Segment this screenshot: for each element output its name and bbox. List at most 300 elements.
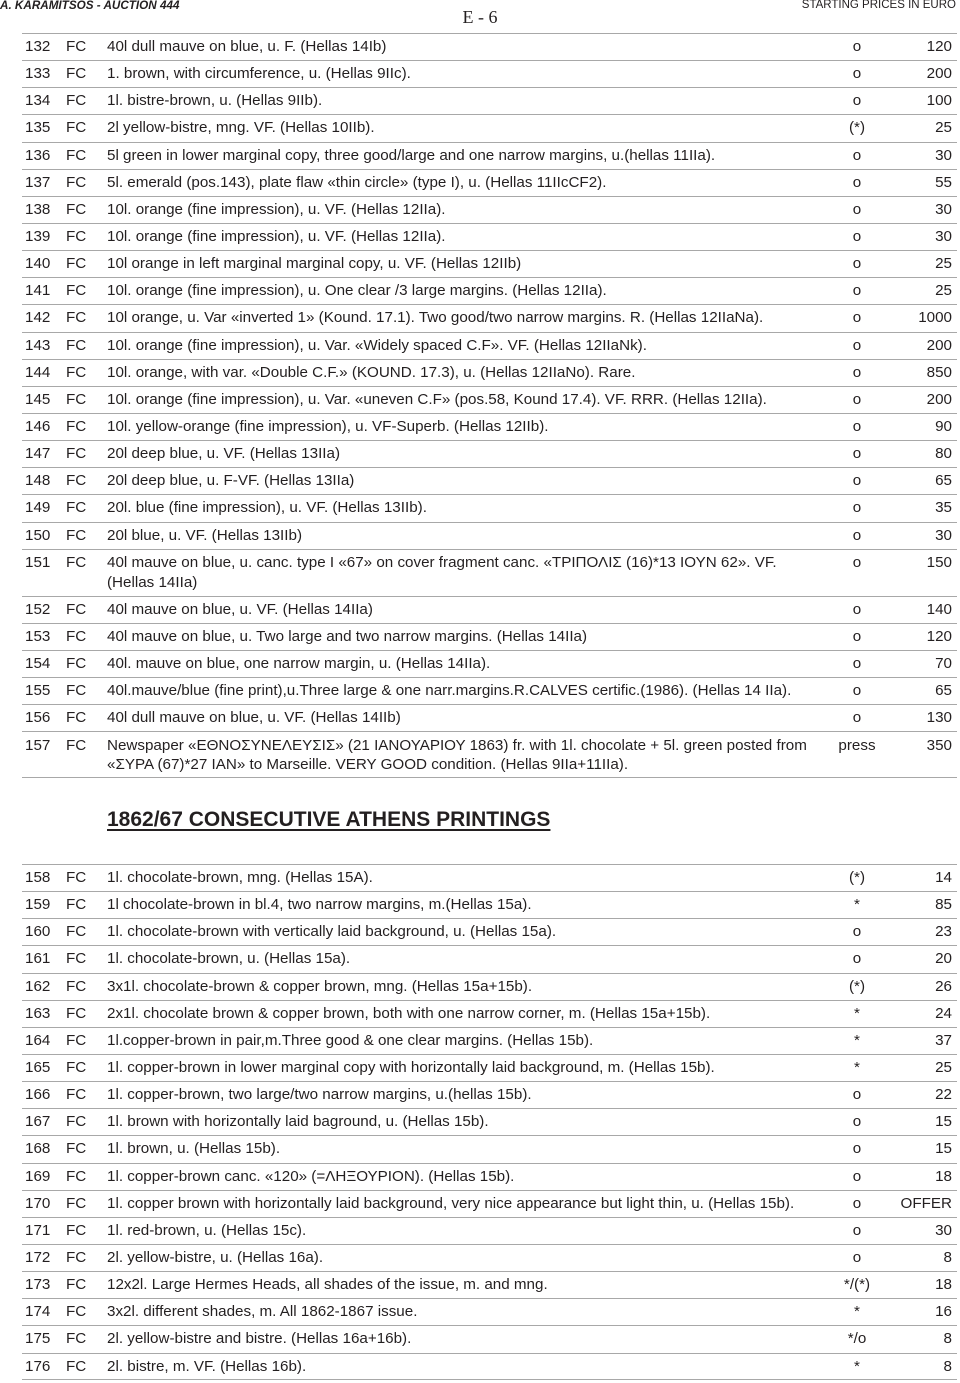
lot-number: 144 (25, 363, 51, 381)
lot-description (107, 705, 827, 731)
lot-description-line: 20l deep blue, u. F-VF. (Hellas 13IIa) (107, 472, 355, 490)
lot-row (22, 1298, 957, 1325)
lot-description (107, 360, 827, 386)
lot-category: FC (66, 92, 87, 110)
lot-condition: o (852, 282, 862, 300)
lot-price: 30 (935, 146, 952, 164)
lot-condition: o (852, 472, 862, 490)
lot-category: FC (66, 1140, 87, 1158)
lot-category: FC (66, 923, 87, 941)
lot-price: 18 (935, 1167, 952, 1185)
lot-category: FC (66, 1113, 87, 1131)
lot-category: FC (66, 1004, 87, 1022)
lot-description-line: 2l yellow-bistre, mng. VF. (Hellas 10IIb). (107, 119, 375, 137)
lot-number: 141 (25, 282, 51, 300)
lot-number: 154 (25, 654, 51, 672)
lot-row (22, 304, 957, 331)
lot-condition: o (852, 227, 862, 245)
lot-price: 30 (935, 227, 952, 245)
lot-number: 171 (25, 1221, 51, 1239)
lot-number: 159 (25, 896, 51, 914)
lot-price: 25 (935, 255, 952, 273)
lot-description (107, 1136, 827, 1162)
lot-category: FC (66, 146, 87, 164)
lot-description-line: 1l chocolate-brown in bl.4, two narrow margins, m.(Hellas 15a). (107, 896, 532, 914)
lot-row (22, 1027, 957, 1054)
lot-description-line: 40l.mauve/blue (fine print),u.Three large & one narr.margins.R.CALVES certific.(1986). (Hellas 14 IIa). (107, 682, 792, 700)
lot-description (107, 553, 827, 592)
lot-number: 176 (25, 1357, 51, 1375)
lot-condition: (*) (848, 977, 866, 995)
lot-row (22, 33, 957, 60)
lot-number: 133 (25, 65, 51, 83)
lot-price: 25 (935, 282, 952, 300)
lot-category: FC (66, 1194, 87, 1212)
lot-description-line: 1l.copper-brown in pair,m.Three good & one clear margins. (Hellas 15b). (107, 1031, 594, 1049)
lot-description-line: 5l green in lower marginal copy, three good/large and one narrow margins, u.(hellas 11IIa). (107, 146, 716, 164)
lot-description-line: 10l. orange (fine impression), u. VF. (Hellas 12IIa). (107, 227, 446, 245)
lot-price: 8 (943, 1357, 952, 1375)
lot-row (22, 1244, 957, 1271)
lot-category: FC (66, 554, 87, 572)
lot-number: 137 (25, 173, 51, 191)
lot-number: 155 (25, 682, 51, 700)
lots-table-athens-printings (22, 864, 957, 1380)
lot-price: 350 (926, 736, 952, 754)
lot-description-line: 10l. orange (fine impression), u. VF. (Hellas 12IIa). (107, 200, 446, 218)
lot-category: FC (66, 417, 87, 435)
lot-description-line: 40l dull mauve on blue, u. F. (Hellas 14Ib) (107, 38, 387, 55)
lot-description (107, 1354, 827, 1380)
lot-category: FC (66, 1058, 87, 1076)
lot-condition: * (854, 1031, 860, 1049)
lot-description (107, 61, 827, 87)
lot-description (107, 468, 827, 494)
lot-price: 20 (935, 950, 952, 968)
lot-category: FC (66, 682, 87, 700)
lot-condition: o (852, 1167, 862, 1185)
lot-description-line: 40l mauve on blue, u. canc. type I «67» on cover fragment canc. «ΤΡΙΠΟΛΙΣ (16)*13 ΙΟΥΝ 62». VF. (107, 554, 777, 572)
lot-row (22, 731, 957, 778)
lot-description (107, 441, 827, 467)
lot-row (22, 1163, 957, 1190)
lot-condition: o (852, 499, 862, 517)
lot-description (107, 919, 827, 945)
lot-number: 135 (25, 119, 51, 137)
lot-description-line: 10l orange in left marginal marginal copy, u. VF. (Hellas 12IIb) (107, 255, 522, 273)
lot-description-line: (Hellas 14IIa) (107, 573, 198, 591)
lot-price: OFFER (900, 1194, 952, 1212)
lot-number: 162 (25, 977, 51, 995)
lot-description (107, 1326, 827, 1352)
lot-condition: o (852, 65, 862, 83)
lot-description-line: 40l. mauve on blue, one narrow margin, u. (Hellas 14IIa). (107, 654, 491, 672)
lot-category: FC (66, 627, 87, 645)
lot-price: 90 (935, 417, 952, 435)
lot-description (107, 597, 827, 623)
lot-price: 70 (935, 654, 952, 672)
page-number: E - 6 (462, 7, 498, 27)
lot-number: 174 (25, 1303, 51, 1321)
lot-number: 172 (25, 1248, 51, 1266)
lot-price: 850 (926, 363, 952, 381)
lot-price: 200 (926, 336, 952, 354)
lot-price: 14 (935, 869, 952, 886)
price-currency-note: STARTING PRICES IN EURO (801, 0, 956, 11)
lot-condition: press (838, 736, 876, 754)
lot-condition: o (852, 709, 862, 727)
lot-description (107, 278, 827, 304)
lot-number: 163 (25, 1004, 51, 1022)
lot-condition: (*) (848, 119, 866, 137)
lot-price: 22 (935, 1086, 952, 1104)
lot-number: 143 (25, 336, 51, 354)
lot-description (107, 115, 827, 141)
lot-condition: o (852, 1113, 862, 1131)
lot-price: 55 (935, 173, 952, 191)
lot-row (22, 973, 957, 1000)
lot-condition: o (852, 146, 862, 164)
lot-category: FC (66, 1357, 87, 1375)
lot-description (107, 305, 827, 331)
lot-row (22, 1054, 957, 1081)
lot-price: 80 (935, 445, 952, 463)
lot-category: FC (66, 1276, 87, 1294)
lot-description-line: 10l orange, u. Var «inverted 1» (Kound. 17.1). Two good/two narrow margins. R. (Hellas 12IIaNa). (107, 309, 764, 327)
lot-description (107, 1272, 827, 1298)
lot-description-line: 20l blue, u. VF. (Hellas 13IIb) (107, 526, 303, 544)
lot-category: FC (66, 390, 87, 408)
lot-description (107, 1164, 827, 1190)
lot-description-line: 1l. chocolate-brown, u. (Hellas 15a). (107, 950, 351, 968)
lot-description-line: 10l. orange (fine impression), u. Var. «uneven C.F» (pos.58, Kound 17.4). VF. RRR. (Hellas 12IIa). (107, 390, 767, 408)
lot-row (22, 1108, 957, 1135)
lot-price: 30 (935, 1221, 952, 1239)
lot-number: 166 (25, 1086, 51, 1104)
lot-row (22, 223, 957, 250)
lot-row (22, 1271, 957, 1298)
lot-category: FC (66, 445, 87, 463)
lot-price: 120 (926, 627, 952, 645)
lot-category: FC (66, 654, 87, 672)
lot-condition: o (852, 1248, 862, 1266)
lot-condition: * (854, 896, 860, 914)
catalog-title: A. KARAMITSOS - AUCTION 444 (0, 0, 180, 12)
lot-row (22, 596, 957, 623)
lot-description-line: 5l. emerald (pos.143), plate flaw «thin circle» (type I), u. (Hellas 11IIcCF2). (107, 173, 607, 191)
lot-category: FC (66, 472, 87, 490)
lot-description (107, 197, 827, 223)
lot-description (107, 333, 827, 359)
lot-description (107, 892, 827, 918)
lot-condition: o (852, 682, 862, 700)
lot-description-line: 2x1l. chocolate brown & copper brown, both with one narrow corner, m. (Hellas 15a+15b). (107, 1004, 711, 1022)
lot-row (22, 60, 957, 87)
lot-category: FC (66, 38, 87, 55)
lot-price: 200 (926, 390, 952, 408)
lot-row (22, 250, 957, 277)
lot-condition: o (852, 627, 862, 645)
lot-price: 30 (935, 200, 952, 218)
lot-description (107, 143, 827, 169)
lot-number: 170 (25, 1194, 51, 1212)
lot-number: 169 (25, 1167, 51, 1185)
lot-row (22, 1135, 957, 1162)
lot-category: FC (66, 1167, 87, 1185)
lot-description (107, 224, 827, 250)
lot-condition: o (852, 950, 862, 968)
lot-category: FC (66, 227, 87, 245)
lot-condition: o (852, 417, 862, 435)
lot-condition: o (852, 526, 862, 544)
lot-number: 134 (25, 92, 51, 110)
lot-number: 160 (25, 923, 51, 941)
lot-description (107, 251, 827, 277)
lot-description-line: 1l. chocolate-brown with vertically laid background, u. (Hellas 15a). (107, 923, 557, 941)
lot-price: 15 (935, 1113, 952, 1131)
lot-row (22, 467, 957, 494)
lot-row (22, 142, 957, 169)
lot-description-line: 1l. bistre-brown, u. (Hellas 9IIb). (107, 92, 323, 110)
lot-row (22, 87, 957, 114)
lot-number: 157 (25, 736, 51, 754)
lot-row (22, 386, 957, 413)
lot-condition: */(*) (843, 1276, 871, 1294)
lot-row (22, 1353, 957, 1380)
lot-row (22, 413, 957, 440)
lot-description (107, 88, 827, 114)
lot-description (107, 624, 827, 650)
lot-description-line: 10l. orange (fine impression), u. One clear /3 large margins. (Hellas 12IIa). (107, 282, 607, 300)
lot-condition: o (852, 554, 862, 572)
lot-description (107, 1028, 827, 1054)
lot-number: 152 (25, 600, 51, 618)
lot-number: 139 (25, 227, 51, 245)
lot-condition: o (852, 1140, 862, 1158)
lot-condition: o (852, 200, 862, 218)
lot-description (107, 1082, 827, 1108)
lot-number: 147 (25, 445, 51, 463)
section-heading: 1862/67 CONSECUTIVE ATHENS PRINTINGS (107, 808, 551, 831)
lot-row (22, 440, 957, 467)
lot-number: 156 (25, 709, 51, 727)
lot-number: 132 (25, 38, 51, 55)
lot-description-line: 10l. yellow-orange (fine impression), u. VF-Superb. (Hellas 12IIb). (107, 417, 549, 435)
lot-condition: o (852, 1086, 862, 1104)
lot-description (107, 678, 827, 704)
lot-category: FC (66, 336, 87, 354)
lot-description (107, 974, 827, 1000)
lot-category: FC (66, 1031, 87, 1049)
lot-description (107, 1109, 827, 1135)
lot-description (107, 1191, 827, 1217)
lot-price: 18 (935, 1276, 952, 1294)
lot-description (107, 1055, 827, 1081)
lot-description (107, 946, 827, 972)
lot-condition: o (852, 173, 862, 191)
lot-row (22, 196, 957, 223)
lot-price: 130 (926, 709, 952, 727)
lot-price: 35 (935, 499, 952, 517)
lot-row (22, 169, 957, 196)
lot-condition: o (852, 363, 862, 381)
lot-number: 151 (25, 554, 51, 572)
lot-condition: * (854, 1058, 860, 1076)
lot-condition: o (852, 1221, 862, 1239)
lot-description-line: 3x1l. chocolate-brown & copper brown, mng. (Hellas 15a+15b). (107, 977, 533, 995)
lot-number: 161 (25, 950, 51, 968)
lot-description-line: 3x2l. different shades, m. All 1862-1867 issue. (107, 1303, 418, 1321)
lot-category: FC (66, 1221, 87, 1239)
lot-row (22, 359, 957, 386)
lot-price: 8 (943, 1248, 952, 1266)
lot-description-line: 1. brown, with circumference, u. (Hellas 9IIc). (107, 65, 411, 83)
lot-description-line: 1l. brown with horizontally laid baground, u. (Hellas 15b). (107, 1113, 489, 1131)
lot-description-line: «ΣΥΡΑ (67)*27 ΙΑΝ» to Marseille. VERY GOOD condition. (Hellas 9IIa+11IIa). (107, 756, 629, 774)
lot-price: 25 (935, 119, 952, 137)
lot-row (22, 891, 957, 918)
lot-category: FC (66, 526, 87, 544)
lot-price: 23 (935, 923, 952, 941)
lot-price: 65 (935, 472, 952, 490)
lot-category: FC (66, 709, 87, 727)
lot-description (107, 865, 827, 891)
lot-price: 30 (935, 526, 952, 544)
lot-description (107, 736, 827, 775)
lot-price: 8 (943, 1330, 952, 1348)
lot-price: 15 (935, 1140, 952, 1158)
lot-price: 24 (935, 1004, 952, 1022)
lot-row (22, 945, 957, 972)
lot-description (107, 651, 827, 677)
lot-category: FC (66, 173, 87, 191)
lot-row (22, 650, 957, 677)
lot-row (22, 277, 957, 304)
lot-condition: o (852, 445, 862, 463)
lot-category: FC (66, 950, 87, 968)
lot-row (22, 677, 957, 704)
lot-description-line: 1l. copper brown with horizontally laid background, very nice appearance but light thin, u. (Hellas 15b). (107, 1194, 795, 1212)
lot-description-line: 20l deep blue, u. VF. (Hellas 13IIa) (107, 445, 341, 463)
lot-row (22, 332, 957, 359)
lot-price: 85 (935, 896, 952, 914)
lot-row (22, 1190, 957, 1217)
lot-category: FC (66, 65, 87, 83)
lot-description-line: 40l mauve on blue, u. VF. (Hellas 14IIa) (107, 600, 373, 618)
lot-description-line: 2l. yellow-bistre and bistre. (Hellas 16a+16b). (107, 1330, 412, 1348)
lot-description-line: 1l. brown, u. (Hellas 15b). (107, 1140, 281, 1158)
lot-price: 1000 (918, 309, 952, 327)
lot-row (22, 1325, 957, 1352)
lot-price: 120 (926, 38, 952, 55)
lot-description (107, 1001, 827, 1027)
lot-price: 25 (935, 1058, 952, 1076)
lot-row (22, 704, 957, 731)
lot-row (22, 1217, 957, 1244)
lot-condition: o (852, 309, 862, 327)
lot-price: 100 (926, 92, 952, 110)
lot-number: 165 (25, 1058, 51, 1076)
lot-row (22, 549, 957, 596)
lot-description-line: 1l. red-brown, u. (Hellas 15c). (107, 1221, 307, 1239)
lot-description-line: 2l. yellow-bistre, u. (Hellas 16a). (107, 1248, 324, 1266)
lot-condition: o (852, 1194, 862, 1212)
lot-description-line: 1l. chocolate-brown, mng. (Hellas 15A). (107, 869, 373, 886)
lot-price: 37 (935, 1031, 952, 1049)
lot-price: 26 (935, 977, 952, 995)
lot-condition: o (852, 390, 862, 408)
lot-condition: o (852, 38, 862, 55)
lot-number: 168 (25, 1140, 51, 1158)
lot-row (22, 1000, 957, 1027)
lot-description-line: 1l. copper-brown in lower marginal copy with horizontally laid background, m. (Hellas 15b). (107, 1058, 715, 1076)
lot-description (107, 414, 827, 440)
lot-price: 16 (935, 1303, 952, 1321)
lot-number: 173 (25, 1276, 51, 1294)
lot-description (107, 1218, 827, 1244)
lot-category: FC (66, 1303, 87, 1321)
lot-description-line: 12x2l. Large Hermes Heads, all shades of the issue, m. and mng. (107, 1276, 548, 1294)
lot-condition: o (852, 923, 862, 941)
lot-category: FC (66, 1248, 87, 1266)
lot-number: 146 (25, 417, 51, 435)
lot-row (22, 864, 957, 891)
lot-description-line: 40l dull mauve on blue, u. VF. (Hellas 14IIb) (107, 709, 401, 727)
lot-number: 153 (25, 627, 51, 645)
lot-category: FC (66, 499, 87, 517)
lot-condition: o (852, 654, 862, 672)
lot-description (107, 1245, 827, 1271)
lot-description (107, 34, 827, 60)
lot-number: 158 (25, 869, 51, 886)
lot-condition: (*) (848, 869, 866, 886)
lot-condition: o (852, 92, 862, 110)
lot-description-line: 20l. blue (fine impression), u. VF. (Hellas 13IIb). (107, 499, 427, 517)
lot-category: FC (66, 119, 87, 137)
lot-number: 136 (25, 146, 51, 164)
lot-condition: * (854, 1303, 860, 1321)
lot-number: 148 (25, 472, 51, 490)
lot-row (22, 522, 957, 549)
lot-number: 142 (25, 309, 51, 327)
lot-category: FC (66, 896, 87, 914)
lot-condition: * (854, 1357, 860, 1375)
lot-description-line: 2l. bistre, m. VF. (Hellas 16b). (107, 1357, 307, 1375)
lot-condition: o (852, 336, 862, 354)
lot-price: 200 (926, 65, 952, 83)
lot-description-line: 10l. orange (fine impression), u. Var. «Widely spaced C.F». VF. (Hellas 12IIaNk). (107, 336, 647, 354)
lot-category: FC (66, 977, 87, 995)
lot-row (22, 1081, 957, 1108)
lot-condition: o (852, 600, 862, 618)
lot-condition: o (852, 255, 862, 273)
lot-row (22, 114, 957, 141)
lot-price: 65 (935, 682, 952, 700)
lot-number: 149 (25, 499, 51, 517)
lot-description (107, 387, 827, 413)
lot-description-line: Newspaper «ΕΘΝΟΣΥΝΕΛΕΥΣΙΣ» (21 ΙΑΝΟΥΑΡΙΟΥ 1863) fr. with 1l. chocolate + 5l. green posted from (107, 736, 807, 754)
lot-row (22, 918, 957, 945)
lot-description-line: 40l mauve on blue, u. Two large and two narrow margins. (Hellas 14IIa) (107, 627, 588, 645)
lot-row (22, 494, 957, 521)
lot-description (107, 170, 827, 196)
lot-description (107, 1299, 827, 1325)
lot-description (107, 523, 827, 549)
lot-category: FC (66, 736, 87, 754)
lot-category: FC (66, 200, 87, 218)
lot-number: 167 (25, 1113, 51, 1131)
lots-table (22, 33, 957, 778)
